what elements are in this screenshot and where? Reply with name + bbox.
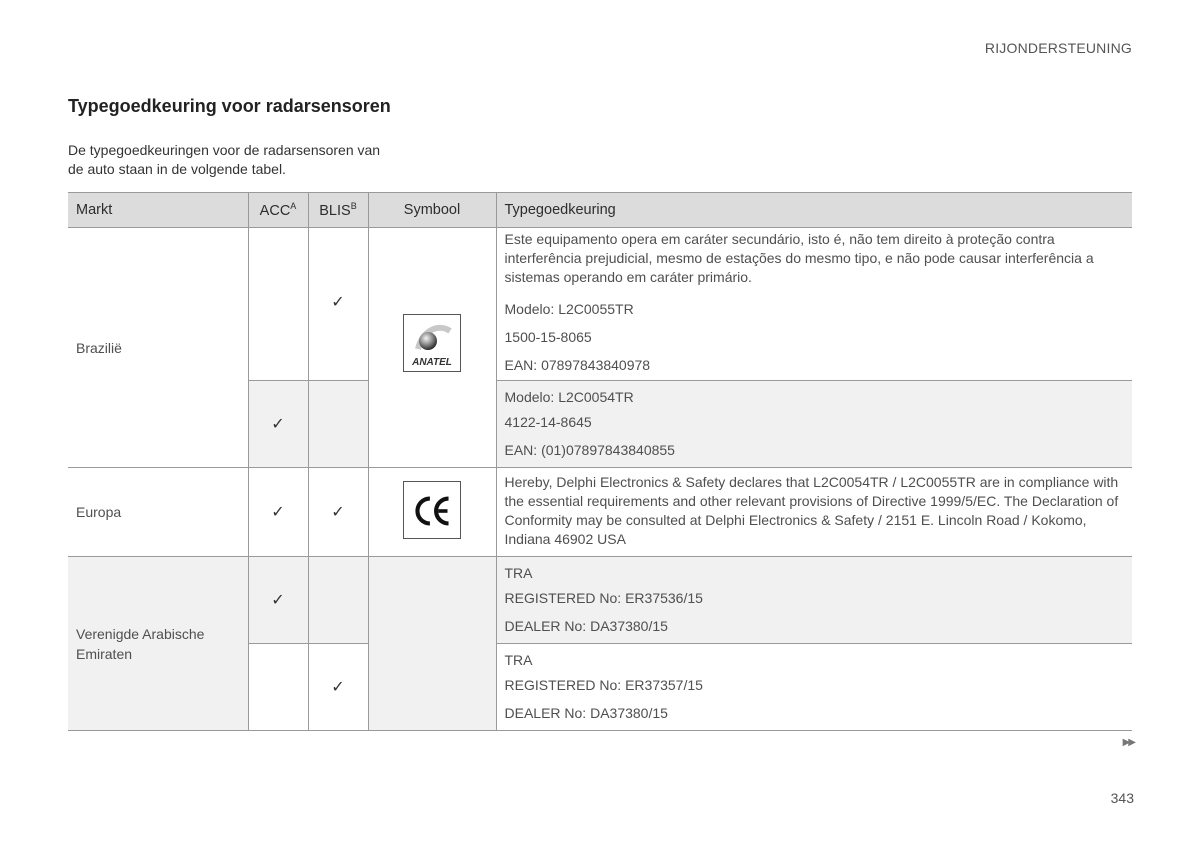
approval-ean: EAN: (01)07897843840855 xyxy=(504,442,675,458)
approval-text: Este equipamento opera em caráter secundário, isto é, não tem direito à proteção contra interferência prejudicial, mesmo de estações do mesmo tipo, e não pode causar interferência a sistemas operando em caráter primário. xyxy=(504,230,1094,285)
table-header-row xyxy=(68,193,1132,228)
blis-check: ✓ xyxy=(308,228,368,381)
svg-text:ANATEL: ANATEL xyxy=(412,357,452,368)
market-uae: Verenigde Arabische Emiraten xyxy=(68,557,248,731)
approval-uae-2 xyxy=(496,644,1132,731)
acc-check: ✓ xyxy=(248,381,308,468)
approval-ean: EAN: 07897843840978 xyxy=(504,356,651,373)
table-row-europe xyxy=(68,468,1132,557)
symbol-empty xyxy=(368,557,496,731)
anatel-logo-icon xyxy=(403,314,461,372)
acc-cell xyxy=(248,228,308,381)
approval-tra: TRA xyxy=(504,565,533,581)
blis-cell xyxy=(308,381,368,468)
intro-text: De typegoedkeuringen voor de radarsensoren van de auto staan in de volgende tabel. xyxy=(68,142,381,177)
acc-check: ✓ xyxy=(248,557,308,644)
symbol-ce xyxy=(368,468,496,557)
header-acc: $ACC^A$ xyxy=(248,193,308,228)
header-symbol: Symbool xyxy=(368,193,496,228)
approval-brazil-1 xyxy=(496,228,1132,381)
header-blis: $BLIS^B$ xyxy=(308,193,368,228)
approval-dealer: DEALER No: DA37380/15 xyxy=(504,705,668,721)
approval-dealer: DEALER No: DA37380/15 xyxy=(504,618,668,634)
double-chevron-right-icon: ▶▶ xyxy=(1122,737,1134,748)
header-approval: Typegoedkeuring xyxy=(496,193,1132,228)
blis-cell xyxy=(308,557,368,644)
approval-europe xyxy=(496,468,1132,557)
approval-model: Modelo: L2C0055TR xyxy=(504,300,634,317)
type-approval-table xyxy=(68,192,1132,731)
blis-check: ✓ xyxy=(308,644,368,731)
acc-check: ✓ xyxy=(248,468,308,557)
ce-mark-icon xyxy=(403,481,461,539)
blis-check: ✓ xyxy=(308,468,368,557)
market-brazil: Brazilië xyxy=(68,228,248,468)
page-number: 343 xyxy=(1110,790,1134,806)
approval-tra: TRA xyxy=(504,652,533,668)
symbol-anatel xyxy=(368,228,496,468)
approval-text: Hereby, Delphi Electronics & Safety declares that L2C0054TR / L2C0055TR are in compliance with the essential requirements and other relevant provisions of Directive 1999/5/EC. The Declaration of Conformity may be consulted at Delphi Electronics & Safety / 2151 E. Lincoln Road / Kokomo, Indiana 46902 USA xyxy=(504,474,1119,547)
approval-code: 4122-14-8645 xyxy=(504,414,592,430)
market-europe: Europa xyxy=(68,468,248,557)
approval-registered: REGISTERED No: ER37536/15 xyxy=(504,590,703,606)
table-row-brazil-1 xyxy=(68,228,1132,381)
approval-brazil-2 xyxy=(496,381,1132,468)
approval-registered: REGISTERED No: ER37357/15 xyxy=(504,677,703,693)
approval-uae-1 xyxy=(496,557,1132,644)
header-market: Markt xyxy=(68,193,248,228)
approval-code: 1500-15-8065 xyxy=(504,328,592,345)
running-head: RIJONDERSTEUNING xyxy=(984,40,1132,56)
approval-model: Modelo: L2C0054TR xyxy=(504,389,634,405)
table-row-uae-1 xyxy=(68,557,1132,644)
acc-cell xyxy=(248,644,308,731)
section-title: Typegoedkeuring voor radarsensoren xyxy=(68,96,391,116)
